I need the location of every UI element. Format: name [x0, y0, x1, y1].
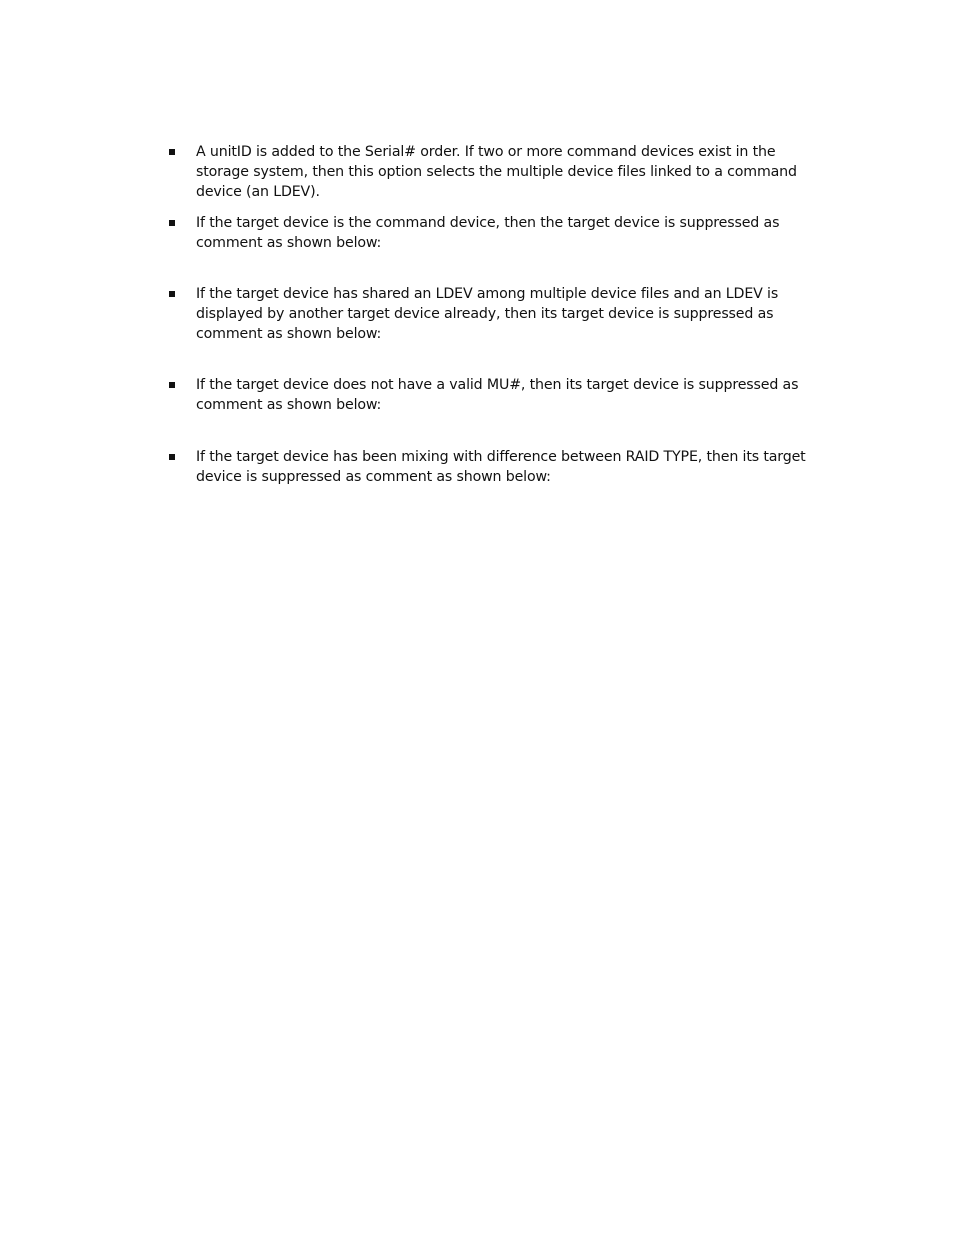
list-item-text: If the target device has been mixing with difference between RAID TYPE, then its target device is suppressed as comment as shown below: [196, 449, 806, 485]
list-item-text: If the target device does not have a valid MU#, then its target device is suppressed as comment as shown below: [196, 377, 799, 413]
list-item-text: If the target device is the command device, then the target device is suppressed as comment as shown below: [196, 215, 780, 251]
bullet-list [168, 142, 828, 487]
square-bullet-icon [169, 382, 175, 388]
square-bullet-icon [169, 454, 175, 460]
square-bullet-icon [169, 291, 175, 297]
square-bullet-icon [169, 149, 175, 155]
list-item [168, 142, 828, 202]
list-item [168, 284, 828, 344]
list-item-text: If the target device has shared an LDEV among multiple device files and an LDEV is displayed by another target device already, then its target device is suppressed as comment as shown below: [196, 286, 779, 342]
list-item [168, 213, 828, 253]
list-item-text: A unitID is added to the Serial# order. If two or more command devices exist in the storage system, then this option selects the multiple device files linked to a command device (an LDEV). [196, 144, 797, 200]
square-bullet-icon [169, 220, 175, 226]
list-item [168, 375, 828, 415]
list-item [168, 447, 828, 487]
